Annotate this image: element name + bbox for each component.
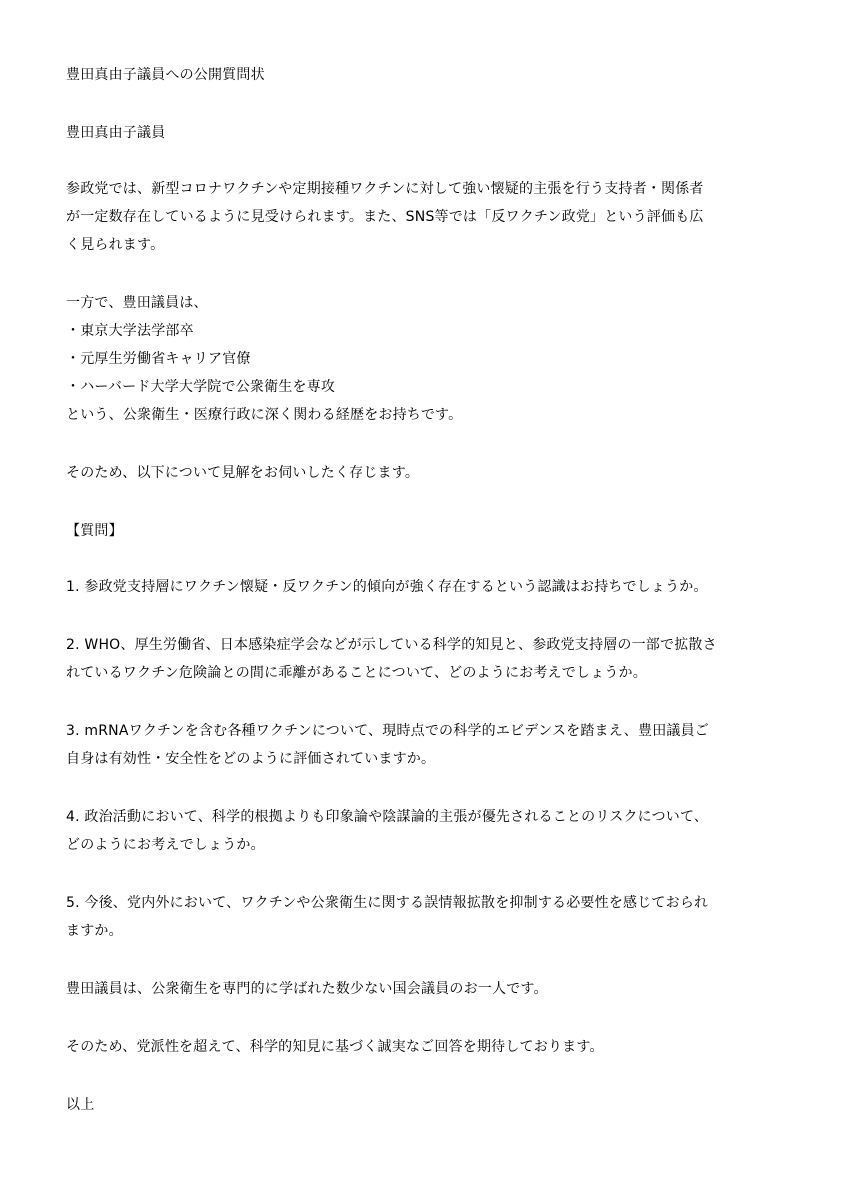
question-2-line-2: れているワクチン危険論との間に乖離があることについて、どのようにお考えでしょうか。 [66, 665, 647, 681]
question-4-line-2: どのようにお考えでしょうか。 [66, 837, 265, 853]
addressee: 豊田真由子議員 [66, 125, 166, 141]
question-5-line-2: ますか。 [66, 923, 123, 939]
question-3-line-2: 自身は有効性・安全性をどのように評価されていますか。 [66, 751, 436, 767]
question-4-line-1: 4. 政治活動において、科学的根拠よりも印象論や陰謀論的主張が優先されることのリスクについて、 [66, 809, 709, 825]
end-mark: 以上 [66, 1097, 95, 1113]
background-outro: という、公衆衛生・医療行政に深く関わる経歴をお持ちです。 [66, 407, 463, 423]
question-2-line-1: 2. WHO、厚生労働省、日本感染症学会などが示している科学的知見と、参政党支持層の一部で拡散さ [66, 637, 717, 653]
background-item: ・ハーバード大学大学院で公衆衛生を専攻 [66, 379, 336, 395]
intro-line-3: く見られます。 [66, 237, 165, 253]
intro-line-2: が一定数存在しているように見受けられます。また、SNS等では「反ワクチン政党」という評価も広 [66, 209, 704, 225]
closing-paragraph-2: そのため、党派性を超えて、科学的知見に基づく誠実なご回答を期待しております。 [66, 1039, 604, 1055]
background-item: ・東京大学法学部卒 [66, 323, 194, 339]
question-3-line-1: 3. mRNAワクチンを含む各種ワクチンについて、現時点での科学的エビデンスを踏まえ、豊田議員ご [66, 723, 710, 739]
question-1: 1. 参政党支持層にワクチン懐疑・反ワクチン的傾向が強く存在するという認識はお持ちでしょうか。 [66, 579, 708, 595]
question-5-line-1: 5. 今後、党内外において、ワクチンや公衆衛生に関する誤情報拡散を抑制する必要性を感じておられ [66, 895, 709, 911]
background-item: ・元厚生労働省キャリア官僚 [66, 351, 251, 367]
questions-heading: 【質問】 [66, 523, 123, 539]
request-text: そのため、以下について見解をお伺いしたく存じます。 [66, 465, 420, 481]
closing-paragraph-1: 豊田議員は、公衆衛生を専門的に学ばれた数少ない国会議員のお一人です。 [66, 981, 548, 997]
document-title: 豊田真由子議員への公開質問状 [66, 67, 265, 83]
background-intro: 一方で、豊田議員は、 [66, 295, 208, 311]
intro-line-1: 参政党では、新型コロナワクチンや定期接種ワクチンに対して強い懐疑的主張を行う支持者・関係者 [66, 181, 704, 197]
